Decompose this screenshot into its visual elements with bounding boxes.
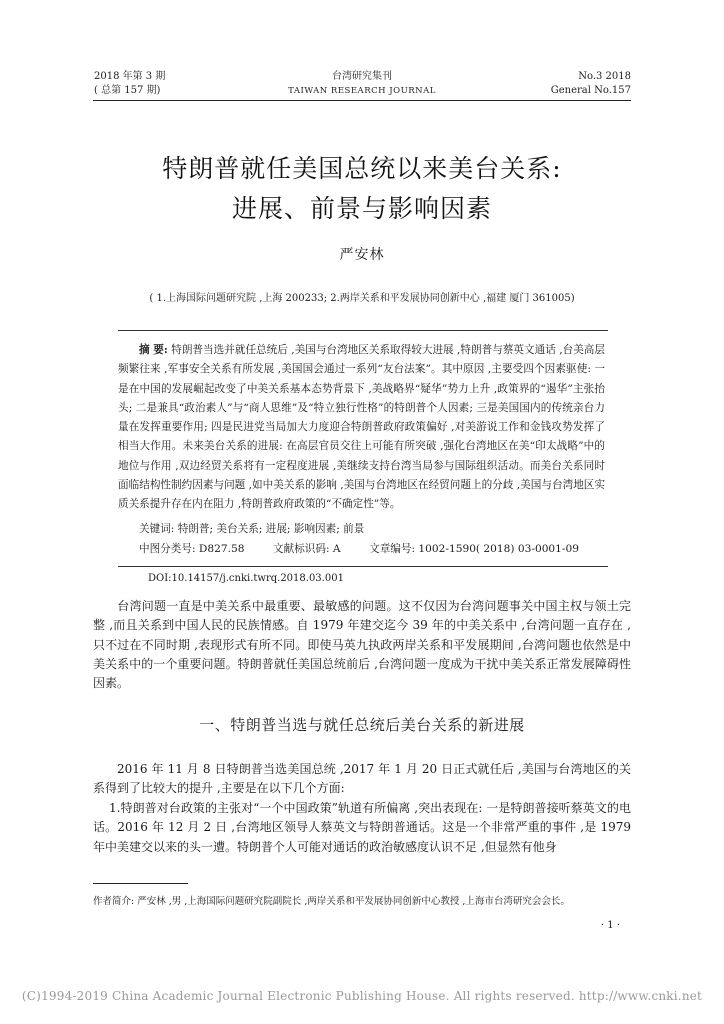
document-code: 文献标识码: A: [273, 543, 341, 555]
article-title-line-2: 进展、前景与影响因素: [231, 194, 492, 223]
footnote-rule: [93, 883, 188, 884]
journal-name: [262, 70, 462, 98]
author-affiliation: ( 1.上海国际问题研究院 ,上海 200233; 2.两岸关系和平发展协同创新中心 ,福建 厦门 361005): [149, 293, 575, 304]
paragraph-text: 2016 年 11 月 8 日特朗普当选美国总统 ,2017 年 1 月 20 日正式就任后 ,美国与台湾地区的关系得到了比较大的提升 ,主要是在以下几个方面:: [93, 762, 631, 796]
copyright-notice: (C)1994-2019 China Academic Journal Electronic Publishing House. All rights reserved. http://www.cnki.net: [21, 989, 703, 1003]
body-paragraph-3: [93, 799, 631, 857]
body-paragraph-2: [93, 760, 631, 799]
author-bio-footnote: 作者简介: 严安林 ,男 ,上海国际问题研究院副院长 ,两岸关系和平发展协同创新中心教授 ,上海市台湾研究会会长。: [93, 896, 570, 907]
abstract-text: 特朗普当选并就任总统后 ,美国与台湾地区关系取得较大进展 ,特朗普与蔡英文通话 ,台美高层频繁往来 ,军事安全关系有所发展 ,美国国会通过一系列“友台法案”。其中原因 ,主要受四个因素驱使: 一是在中国的发展崛起改变了中美关系基本态势背景下 ,美战略界“疑华”势力上升 ,政策界的“遏华”主张抬头; 二是兼具“政治素人”与“商人思维”及“特立独行性格”的特朗普个人因素; 三是美国国内的传统亲台力量在发挥重要作用; 四是民进党当局加大力度迎合特朗普政府政策偏好 ,对美游说工作和金钱攻势发挥了相当大作用。未来美台关系的进展: 在高层官员交往上可能有所突破 ,强化台湾地区在美“印太战略”中的地位与作用 ,双边经贸关系将有一定程度进展 ,美继续支持台湾当局参与国际组织活动。而美台关系同时面临结构性制约因素与问题 ,如中美关系的影响 ,美国与台湾地区在经贸问题上的分歧 ,美国与台湾地区实质关系提升存在内在阻力 ,特朗普政府政策的“不确定性”等。: [118, 344, 606, 511]
section-heading-1: 一、特朗普当选与就任总统后美台关系的新进展: [199, 716, 525, 734]
number-line: No.3 2018: [578, 71, 631, 82]
classification-row: [139, 541, 579, 556]
clc-number: 中图分类号: D827.58: [139, 543, 245, 555]
article-number: 文章编号: 1002-1590( 2018) 03-0001-09: [369, 543, 579, 555]
journal-name-cn: 台湾研究集刊: [332, 71, 392, 82]
author-name: 严安林: [339, 247, 385, 263]
keywords: 关键词: 特朗普; 美台关系; 进展; 影响因素; 前景: [139, 523, 365, 535]
abstract-top-rule: [118, 330, 608, 331]
journal-number: [551, 70, 631, 98]
general-number-line: General No.157: [550, 85, 631, 96]
header-divider: [93, 100, 631, 101]
issue-line: 2018 年第 3 期: [94, 71, 166, 82]
paragraph-text: 台湾问题一直是中美关系中最重要、最敏感的问题。这不仅因为台湾问题事关中国主权与领土完整 ,而且关系到中国人民的民族情感。自 1979 年建交迄今 39 年的中美关系中 ,台湾问题一直存在 ,只不过在不同时期 ,表现形式有所不同。即使马英九执政两岸关系和平发展期间 ,台湾问题也依然是中美关系中的一个重要问题。特朗普就任美国总统前后 ,台湾问题一度成为干扰中美关系正常发展障碍性因素。: [93, 599, 631, 691]
page-number: · 1 ·: [600, 920, 620, 931]
doi[interactable]: DOI:10.14157/j.cnki.twrq.2018.03.001: [148, 573, 344, 584]
abstract-bottom-rule: [118, 566, 608, 567]
general-issue-line: ( 总第 157 期): [94, 85, 161, 96]
paragraph-text: 1.特朗普对台政策的主张对“一个中国政策”轨道有所偏离 ,突出表现在: 一是特朗普接听蔡英文的电话。2016 年 12 月 2 日 ,台湾地区领导人蔡英文与特朗普通话。这是一个非常严重的事件 ,是 1979 年中美建交以来的头一遭。特朗普个人可能对通话的政治敏感度认识不足 ,但显然有他身: [93, 801, 631, 854]
journal-name-en: TAIWAN RESEARCH JOURNAL: [288, 86, 436, 96]
abstract-label: 摘 要:: [139, 344, 168, 356]
journal-issue: [94, 70, 165, 98]
body-paragraph-1: [93, 597, 631, 693]
article-title-line-1: 特朗普就任美国总统以来美台关系:: [162, 154, 562, 183]
abstract: [118, 341, 605, 515]
